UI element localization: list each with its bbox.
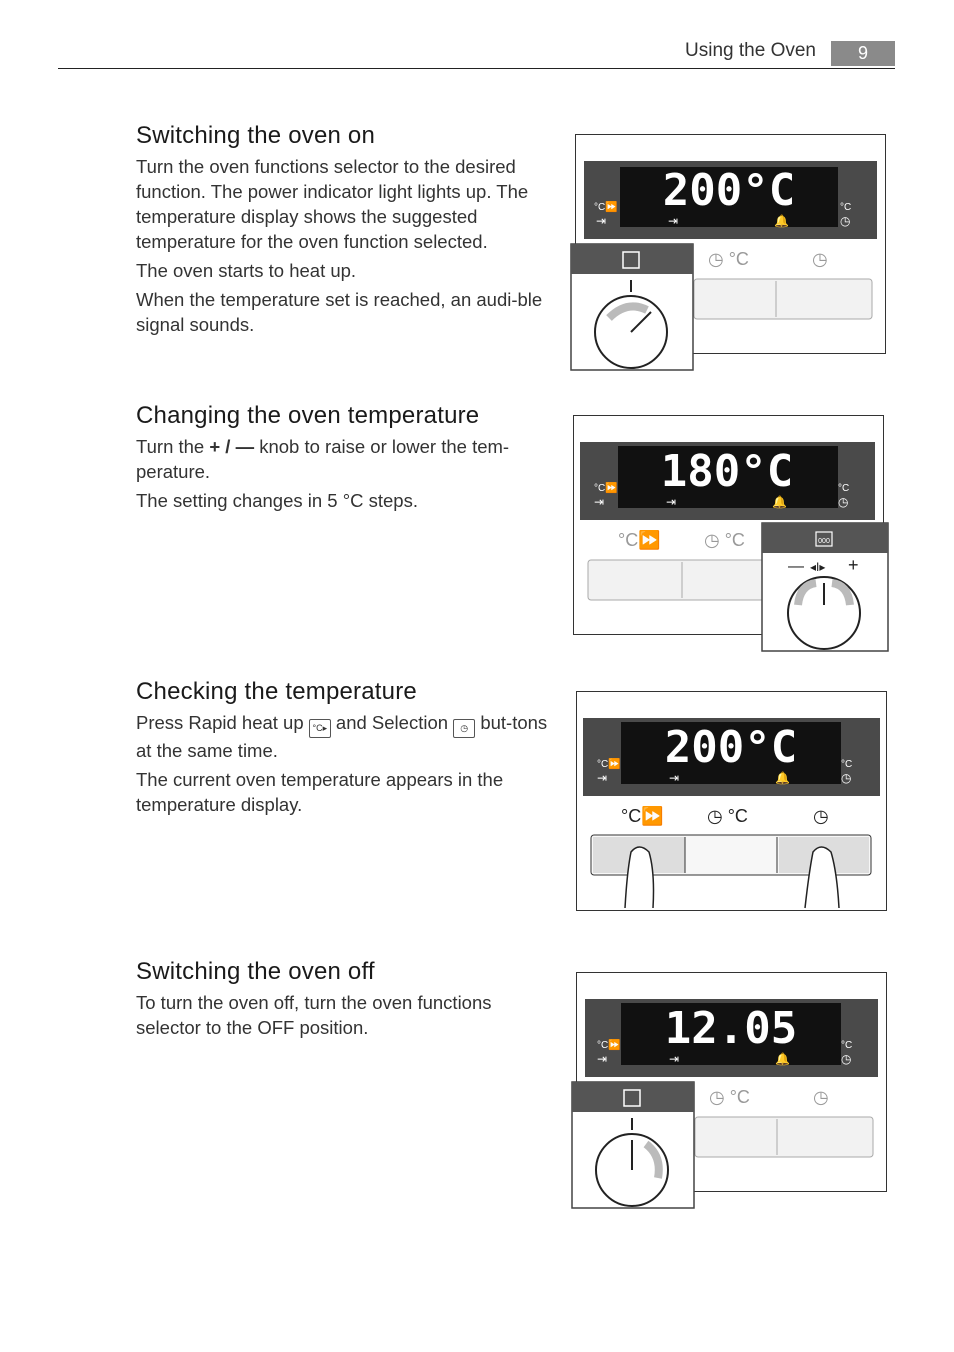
svg-text:⇥: ⇥ [597, 1052, 608, 1066]
paragraph [136, 434, 556, 484]
svg-text:⇥: ⇥ [669, 771, 680, 785]
oven-control-panel-illustration [576, 691, 887, 911]
paragraph: The setting changes in 5 °C steps. [136, 490, 418, 511]
paragraph: To turn the oven off, turn the oven functions selector to the OFF position. [136, 992, 492, 1038]
svg-text:⇥: ⇥ [668, 214, 679, 228]
text-fragment: knob to raise or lower the tem-perature. [136, 436, 510, 482]
svg-text:⇥: ⇥ [594, 495, 605, 509]
svg-text:◷: ◷ [813, 1087, 829, 1107]
svg-text:◷: ◷ [841, 1052, 852, 1066]
svg-text:⇥: ⇥ [666, 495, 677, 509]
svg-text:—: — [788, 558, 804, 575]
svg-text:◷ °C: ◷ °C [708, 249, 749, 269]
svg-text:⇥: ⇥ [669, 1052, 680, 1066]
svg-text:+: + [848, 555, 859, 575]
svg-text:°C: °C [841, 1040, 853, 1051]
paragraph: The current oven temperature appears in the temperature display. [136, 769, 504, 815]
text-fragment: Turn the [136, 436, 205, 457]
svg-text:°C⏩: °C⏩ [594, 483, 618, 494]
section-switching-off [136, 958, 556, 1044]
selection-clock-icon: ◷ [453, 719, 475, 738]
svg-text:🔔: 🔔 [772, 495, 787, 509]
svg-text:◂I▸: ◂I▸ [810, 560, 826, 574]
svg-text:◷: ◷ [812, 249, 828, 269]
temperature-display: 180°C [660, 446, 794, 497]
text-fragment: and Selection [335, 712, 449, 733]
section-title: Checking the temperature [136, 678, 417, 705]
paragraph: Turn the oven functions selector to the desired function. The power indicator light lights up. The temperature display shows the suggested temperature for the oven function selected. [136, 156, 529, 252]
svg-text:🔔: 🔔 [774, 214, 789, 228]
text-fragment: but-tons at the same time. [136, 712, 548, 761]
section-checking-temperature [136, 678, 556, 821]
oven-function-knob [568, 1078, 698, 1212]
svg-text:◷: ◷ [840, 214, 851, 228]
plus-minus-knob-symbol: + / — [209, 436, 255, 457]
section-changing-temperature [136, 402, 556, 517]
clock-display: 12.05 [664, 1003, 798, 1054]
paragraph [136, 710, 556, 763]
svg-text:◷: ◷ [841, 771, 852, 785]
svg-text:°C⏩: °C⏩ [597, 759, 621, 770]
paragraph: The oven starts to heat up. [136, 260, 357, 281]
section-switching-on [136, 122, 556, 341]
svg-text:◷: ◷ [838, 495, 849, 509]
page-number: 9 [831, 41, 895, 66]
section-title: Switching the oven off [136, 958, 375, 985]
text-fragment: Press Rapid heat up [136, 712, 304, 733]
svg-text:000: 000 [818, 538, 830, 545]
svg-text:◷ °C: ◷ °C [704, 530, 745, 550]
section-title: Changing the oven temperature [136, 402, 480, 429]
svg-text:◷: ◷ [813, 806, 829, 826]
svg-text:°C⏩: °C⏩ [594, 202, 618, 213]
svg-text:°C: °C [838, 483, 850, 494]
section-title: Switching the oven on [136, 122, 376, 149]
svg-text:°C⏩: °C⏩ [618, 530, 661, 550]
temperature-display: 200°C [664, 722, 798, 773]
svg-text:◷ °C: ◷ °C [707, 806, 748, 826]
svg-text:°C⏩: °C⏩ [597, 1040, 621, 1051]
svg-text:🔔: 🔔 [775, 771, 790, 785]
temperature-display: 200°C [662, 165, 796, 216]
svg-text:°C: °C [841, 759, 853, 770]
temperature-adjust-knob [760, 521, 892, 655]
svg-text:🔔: 🔔 [775, 1052, 790, 1066]
rapid-heat-icon: °C▸ [309, 719, 331, 738]
paragraph: When the temperature set is reached, an audi-ble signal sounds. [136, 289, 543, 335]
svg-text:°C⏩: °C⏩ [621, 806, 664, 826]
oven-function-knob [567, 240, 697, 374]
svg-text:◷ °C: ◷ °C [709, 1087, 750, 1107]
svg-text:⇥: ⇥ [596, 214, 607, 228]
header-title: Using the Oven [685, 40, 816, 61]
svg-text:°C: °C [840, 202, 852, 213]
svg-text:⇥: ⇥ [597, 771, 608, 785]
header-rule [58, 68, 895, 69]
